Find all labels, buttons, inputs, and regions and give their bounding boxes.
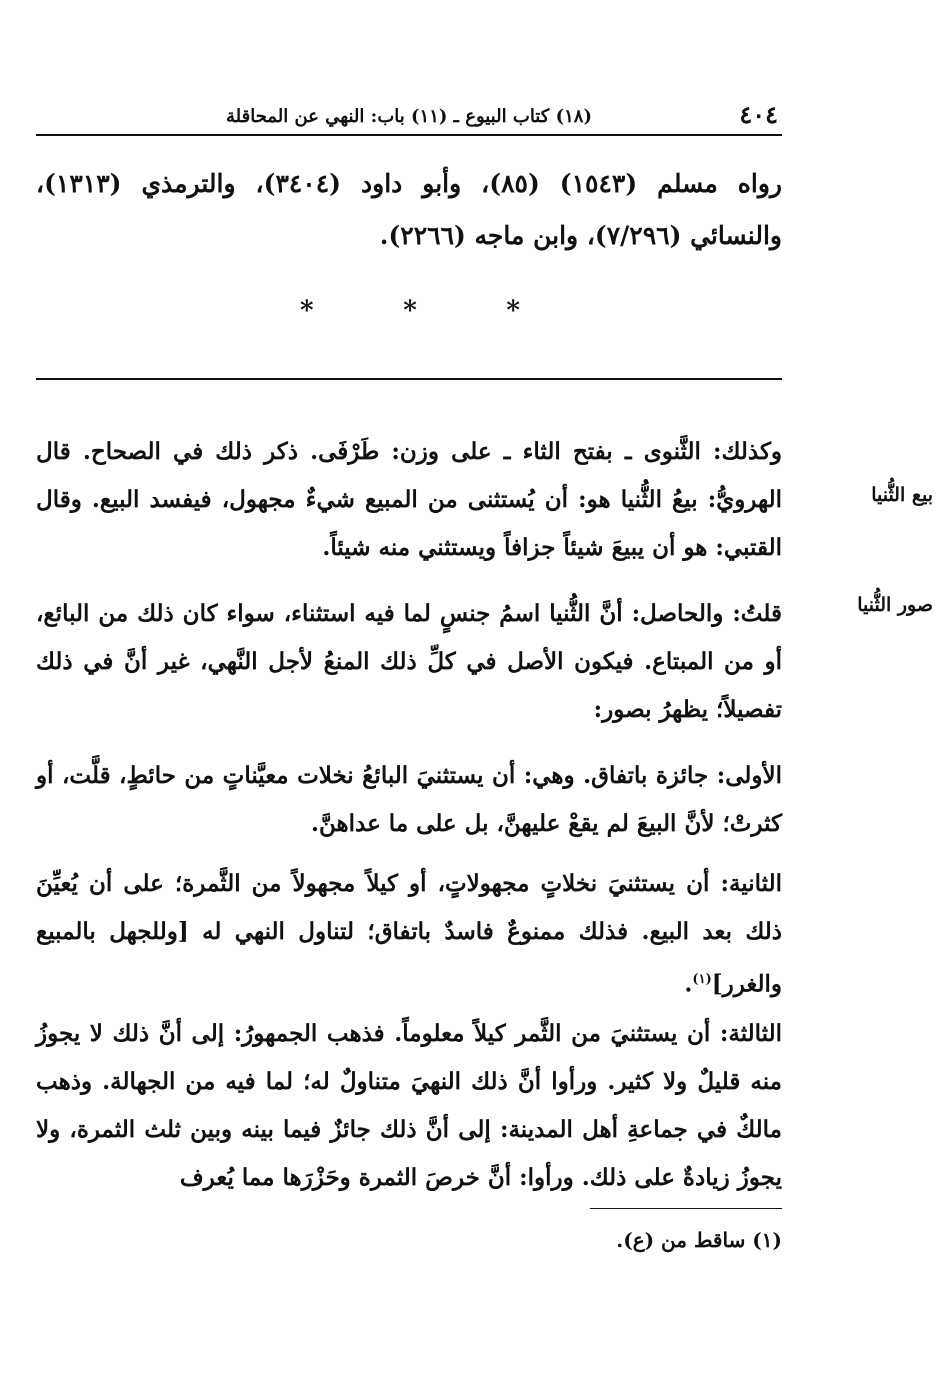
page-header: [36, 100, 782, 136]
paragraph-text: وكذلك: الثَّنوى ـ بفتح الثاء ـ على وزن: طَرْفَى. ذكر ذلك في الصحاح. قال الهرويُّ: بيعُ الثُّنيا هو: أن يُستثنى من المبيع شيءٌ مجهول، فيفسد البيع. وقال القتبي: هو أن يبيعَ شيئاً جزافاً ويستثني منه شيئاً.: [36, 438, 782, 561]
margin-note-suwar-al-thunya: صور الثُّنيا: [857, 594, 933, 616]
footnote: (١) ساقط من (ع).: [616, 1228, 782, 1252]
section-separator: [300, 296, 520, 326]
paragraph-lead: الثانية:: [720, 870, 782, 897]
commentary-paragraph: [36, 428, 782, 572]
paragraph-text: أن يستثنيَ نخلاتٍ مجهولاتٍ، أو كيلاً مجهولاً من الثَّمرة؛ على أن يُعيِّنَ ذلك بعد البيع. فذلك ممنوعٌ فاسدٌ باتفاق؛ لتناول النهي له [وللجهل بالمبيع والغرر]: [36, 870, 782, 998]
margin-note-bay-al-thunya: بيع الثُّنيا: [871, 484, 933, 506]
divider-rule: [36, 378, 782, 380]
footnote-reference[interactable]: (١): [692, 972, 712, 987]
paragraph-lead: قلتُ:: [732, 600, 782, 627]
separator-star: *: [403, 296, 417, 326]
footnote-rule: [590, 1208, 782, 1209]
paragraph-tail: .: [684, 970, 693, 998]
hadith-source-note: رواه مسلم (١٥٤٣) (٨٥)، وأبو داود (٣٤٠٤)، والترمذي (١٣١٣)، والنسائي (٧/٢٩٦)، وابن ماجه (٢٢٦٦).: [36, 169, 782, 250]
paragraph-text: والحاصل: أنَّ الثُّنيا اسمُ جنسٍ لما فيه استثناء، سواء كان ذلك من البائع، أو من المبتاع. فيكون الأصل في كلِّ ذلك المنعُ لأجل النَّهي، غير أنَّ في ذلك تفصيلاً؛ يظهرُ بصور:: [36, 600, 782, 723]
commentary-paragraph: [36, 590, 782, 734]
commentary-paragraph: [36, 752, 782, 848]
paragraph-text: جائزة باتفاق. وهي: أن يستثنيَ البائعُ نخلات معيَّناتٍ من حائطٍ، قلَّت، أو كثرتْ؛ لأنَّ البيعَ لم يقعْ عليهنَّ، بل على ما عداهنَّ.: [36, 762, 782, 837]
separator-star: *: [300, 296, 314, 326]
paragraph-lead: الثالثة:: [719, 1020, 782, 1047]
paragraph-lead: الأولى:: [716, 762, 782, 789]
page-number: ٤٠٤: [739, 100, 778, 129]
running-title: (١٨) كتاب البيوع ـ (١١) باب: النهي عن المحاقلة: [226, 106, 592, 127]
commentary-paragraph: [36, 1010, 782, 1202]
commentary-paragraph: [36, 860, 782, 1009]
separator-star: *: [506, 296, 520, 326]
paragraph-text: أن يستثنيَ من الثَّمر كيلاً معلوماً. فذهب الجمهورُ: إلى أنَّ ذلك لا يجوزُ منه قليلٌ ولا كثير. ورأوا أنَّ ذلك النهيَ متناولٌ له؛ لما فيه من الجهالة. وذهب مالكٌ في جماعةِ أهل المدينة: إلى أنَّ ذلك جائزٌ فيما بينه وبين ثلث الثمرة، ولا يجوزُ زيادةٌ على ذلك. ورأوا: أنَّ خرصَ الثمرة وحَزْرَها مما يُعرف: [36, 1020, 782, 1191]
